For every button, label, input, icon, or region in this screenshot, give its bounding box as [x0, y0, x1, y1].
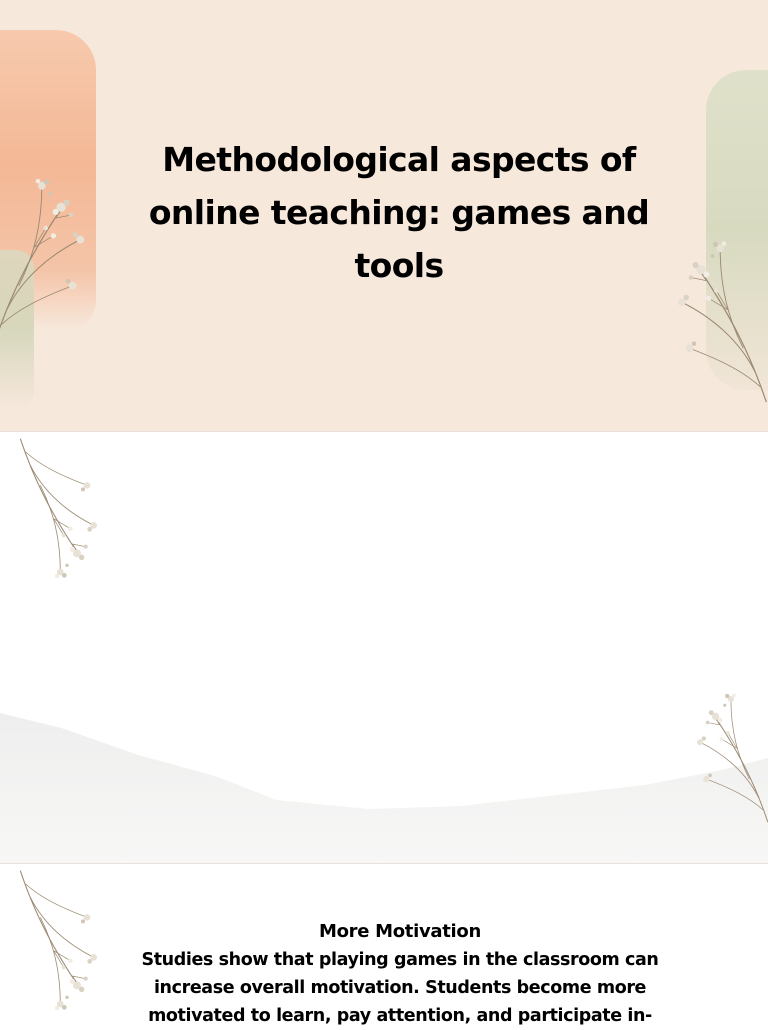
- dried-flower-icon: [674, 205, 768, 430]
- dried-flower-icon: [0, 432, 122, 592]
- title-slide: [0, 0, 768, 431]
- motivation-heading: More Motivation: [318, 921, 482, 942]
- dried-flower-icon: [0, 864, 122, 1024]
- motivation-paragraph: Studies show that playing games in the classroom can increase overall motivation. Students become more motivated to learn, pay attention, and participate in-: [141, 950, 659, 1026]
- torn-paper-texture: [0, 713, 768, 863]
- dried-flower-icon: [694, 646, 768, 863]
- intro-slide: [0, 431, 768, 863]
- presentation-title: Methodological aspects of online teaching: games and tools: [148, 140, 650, 285]
- dried-flower-icon: [0, 150, 88, 360]
